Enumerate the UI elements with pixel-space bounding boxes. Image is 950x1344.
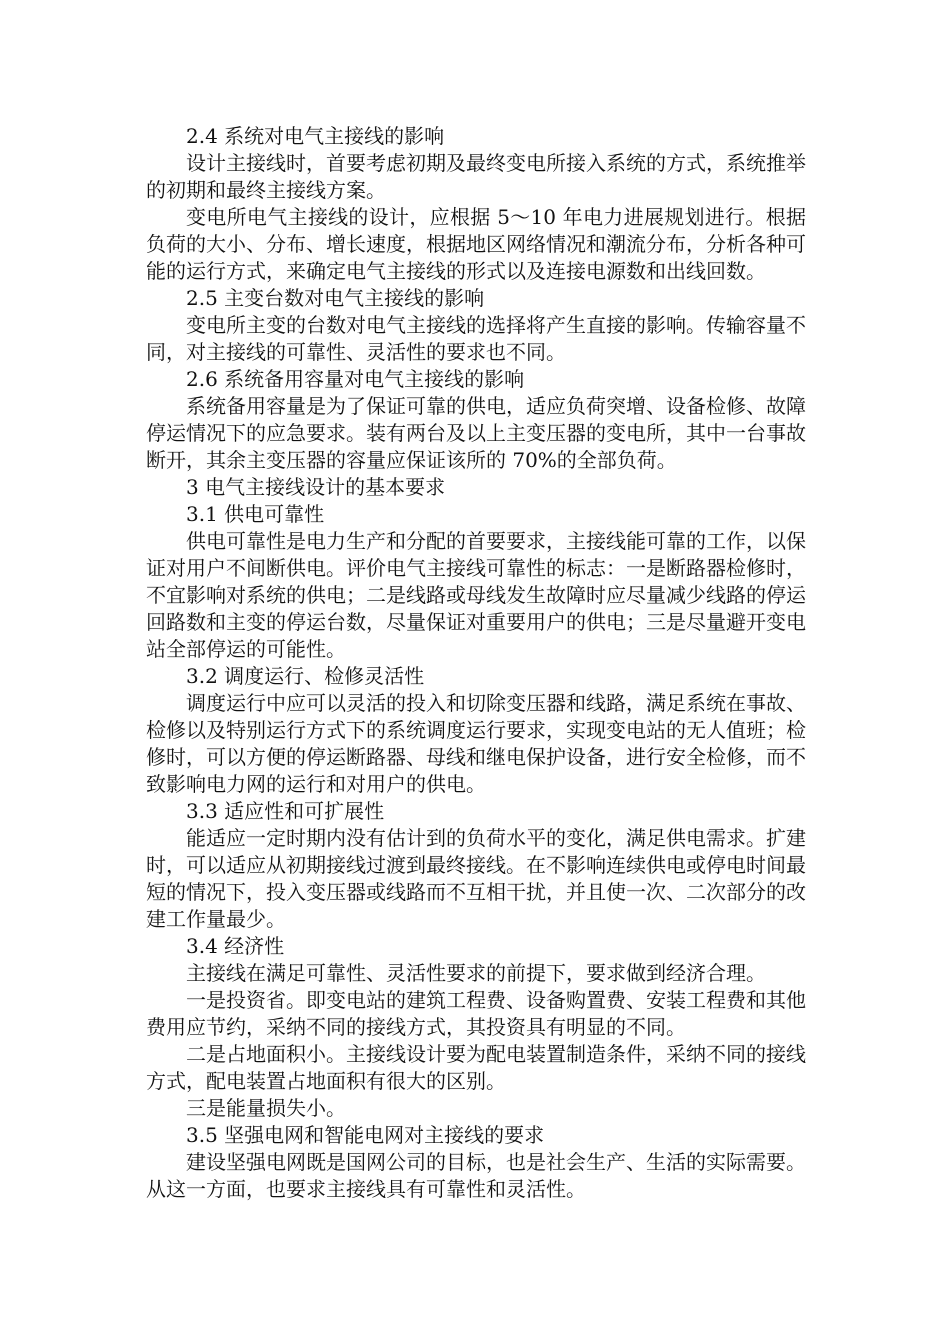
paragraph: 主接线在满足可靠性、灵活性要求的前提下，要求做到经济合理。 [186,961,766,985]
section-heading-3-5: 3.5 坚强电网和智能电网对主接线的要求 [186,1123,545,1147]
paragraph: 变电所电气主接线的设计，应根据 5～10 年电力进展规划进行。根据负荷的大小、分布、增长速度，根据地区网络情况和潮流分布，分析各种可能的运行方式，来确定电气主接线的形式以及连接电源数和出线回数。 [146,205,806,283]
paragraph: 建设坚强电网既是国网公司的目标，也是社会生产、生活的实际需要。从这一方面，也要求主接线具有可靠性和灵活性。 [146,1150,806,1201]
section-heading-3: 3 电气主接线设计的基本要求 [186,475,446,499]
paragraph: 二是占地面积小。主接线设计要为配电装置制造条件，采纳不同的接线方式，配电装置占地面积有很大的区别。 [146,1042,806,1093]
section-heading-2-6: 2.6 系统备用容量对电气主接线的影响 [186,367,525,391]
paragraph: 调度运行中应可以灵活的投入和切除变压器和线路，满足系统在事故、检修以及特别运行方式下的系统调度运行要求，实现变电站的无人值班；检修时，可以方便的停运断路器、母线和继电保护设备，进行安全检修，而不致影响电力网的运行和对用户的供电。 [146,691,806,796]
section-heading-3-1: 3.1 供电可靠性 [186,502,325,526]
paragraph: 三是能量损失小。 [186,1096,346,1120]
paragraph: 一是投资省。即变电站的建筑工程费、设备购置费、安装工程费和其他费用应节约，采纳不同的接线方式，其投资具有明显的不同。 [146,988,806,1039]
paragraph: 设计主接线时，首要考虑初期及最终变电所接入系统的方式，系统推举的初期和最终主接线方案。 [146,151,806,202]
document-body [146,123,806,1203]
section-heading-3-3: 3.3 适应性和可扩展性 [186,799,385,823]
paragraph: 系统备用容量是为了保证可靠的供电，适应负荷突增、设备检修、故障停运情况下的应急要求。装有两台及以上主变压器的变电所，其中一台事故断开，其余主变压器的容量应保证该所的 70%的全部负荷。 [146,394,806,472]
section-heading-2-4: 2.4 系统对电气主接线的影响 [186,124,445,148]
paragraph: 供电可靠性是电力生产和分配的首要要求，主接线能可靠的工作，以保证对用户不间断供电。评价电气主接线可靠性的标志：一是断路器检修时，不宜影响对系统的供电；二是线路或母线发生故障时应尽量减少线路的停运回路数和主变的停运台数，尽量保证对重要用户的供电；三是尽量避开变电站全部停运的可能性。 [146,529,806,661]
section-heading-3-2: 3.2 调度运行、检修灵活性 [186,664,425,688]
paragraph: 变电所主变的台数对电气主接线的选择将产生直接的影响。传输容量不同，对主接线的可靠性、灵活性的要求也不同。 [146,313,806,364]
section-heading-2-5: 2.5 主变台数对电气主接线的影响 [186,286,485,310]
paragraph: 能适应一定时期内没有估计到的负荷水平的变化，满足供电需求。扩建时，可以适应从初期接线过渡到最终接线。在不影响连续供电或停电时间最短的情况下，投入变压器或线路而不互相干扰，并且使一次、二次部分的改建工作量最少。 [146,826,806,931]
section-heading-3-4: 3.4 经济性 [186,934,285,958]
